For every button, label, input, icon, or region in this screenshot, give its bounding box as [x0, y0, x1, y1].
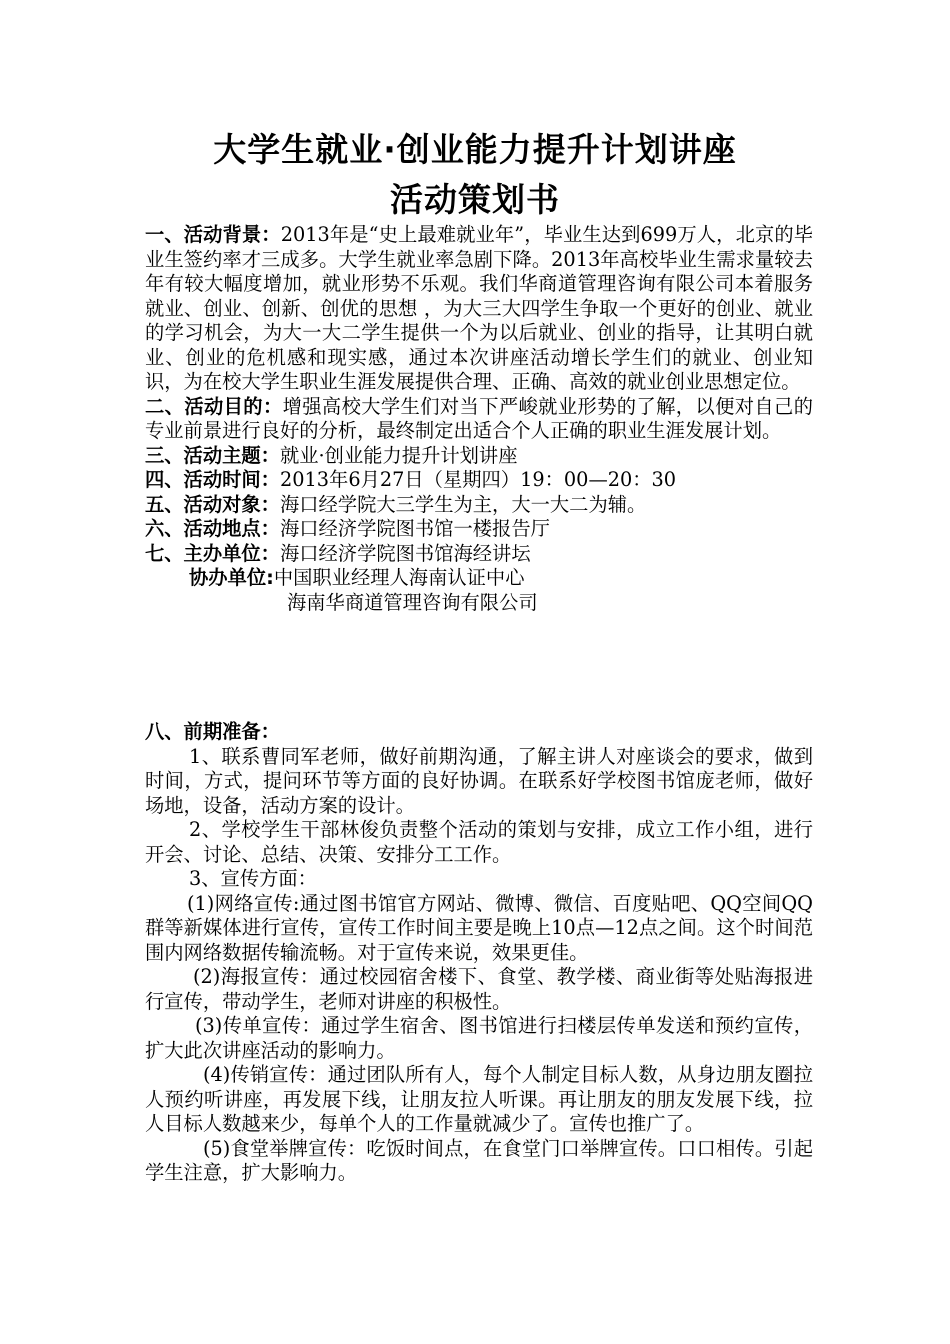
section-label: 四、活动时间： [145, 468, 280, 491]
prep-item-2: 2、学校学生干部林俊负责整个活动的策划与安排，成立工作小组，进行开会、讨论、总结、决策、安排分工工作。 [145, 818, 813, 866]
section-host [145, 542, 813, 567]
prep-item-1: 1、联系曹同军老师，做好前期沟通，了解主讲人对座谈会的要求，做到时间，方式，提问环节等方面的良好协调。在联系好学校图书馆庞老师，做好场地，设备，活动方案的设计。 [145, 744, 813, 817]
promo-item-2: (2)海报宣传：通过校园宿舍楼下、食堂、教学楼、商业街等处贴海报进行宣传，带动学生，老师对讲座的积极性。 [145, 965, 813, 1013]
promo-item-3: (3)传单宣传：通过学生宿舍、图书馆进行扫楼层传单发送和预约宣传，扩大此次讲座活动的影响力。 [145, 1014, 813, 1062]
section-prep [145, 720, 813, 745]
document-subtitle: 活动策划书 [390, 180, 560, 219]
section-text: 增强高校大学生们对当下严峻就业形势的了解，以便对自己的专业前景进行良好的分析，最终制定出适合个人正确的职业生涯发展计划。 [145, 394, 813, 442]
section-label: 三、活动主题： [145, 443, 280, 467]
promo-item-5: (5)食堂举牌宣传：吃饭时间点，在食堂门口举牌宣传。口口相传。引起学生注意，扩大影响力。 [145, 1136, 813, 1184]
section-text: 海口经济学院图书馆海经讲坛 [279, 541, 531, 565]
section-label: 协办单位: [189, 566, 274, 589]
section-time [145, 468, 813, 493]
section-label: 八、前期准备： [145, 720, 280, 743]
section-co-organizer [145, 566, 813, 591]
document-title: 大学生就业·创业能力提升计划讲座 [213, 130, 737, 169]
section-text: 2013年是“史上最难就业年”，毕业生达到699万人，北京的毕业生签约率才三成多。大学生就业率急剧下降。2013年高校毕业生需求量较去年有较大幅度增加，就业形势不乐观。我们华商道管理咨询有限公司本着服务就业、创业、创新、创优的思想 ，为大三大四学生争取一个更好的创业、就业的学习机会，为大一大二学生提供一个为以后就业、创业的指导，让其明白就业、创业的危机感和现实感，通过本次讲座活动增长学生们的就业、创业知识，为在校大学生职业生涯发展提供合理、正确、高效的就业创业思想定位。 [145, 223, 813, 393]
section-text: 就业·创业能力提升计划讲座 [279, 443, 518, 467]
section-text: 海口经济学院图书馆一楼报告厅 [279, 517, 550, 540]
section-background [145, 223, 813, 395]
section-label: 六、活动地点： [145, 517, 280, 540]
document-body-prep [145, 720, 813, 1186]
promo-item-1: (1)网络宣传:通过图书馆官方网站、微博、微信、百度贴吧、QQ空间QQ群等新媒体进行宣传，宣传工作时间主要是晚上10点—12点之间。这个时间范围内网络数据传输流畅。对于宣传来说，效果更佳。 [145, 891, 813, 964]
section-co-organizer-2: 海南华商道管理咨询有限公司 [287, 590, 538, 614]
promo-item-4: (4)传销宣传：通过团队所有人，每个人制定目标人数，从身边朋友圈拉人预约听讲座，再发展下线，让朋友拉人听课。再让朋友的朋友发展下线，拉人目标人数越来少，每单个人的工作量就减少了。宣传也推广了。 [145, 1063, 813, 1135]
section-venue [145, 517, 813, 542]
section-text: 中国职业经理人海南认证中心 [273, 566, 525, 589]
document-body-top [145, 223, 813, 615]
section-purpose [145, 395, 813, 444]
prep-item-3: 3、宣传方面： [189, 867, 317, 890]
section-text: 海口经学院大三学生为主，大一大二为辅。 [279, 492, 647, 516]
section-label: 一、活动背景： [145, 223, 281, 246]
section-audience [145, 493, 813, 518]
section-label: 七、主办单位： [145, 541, 280, 565]
section-label: 五、活动对象： [145, 492, 280, 516]
section-text: 2013年6月27日（星期四）19：00—20：30 [279, 468, 677, 491]
section-label: 二、活动目的： [145, 394, 283, 418]
section-theme [145, 444, 813, 469]
